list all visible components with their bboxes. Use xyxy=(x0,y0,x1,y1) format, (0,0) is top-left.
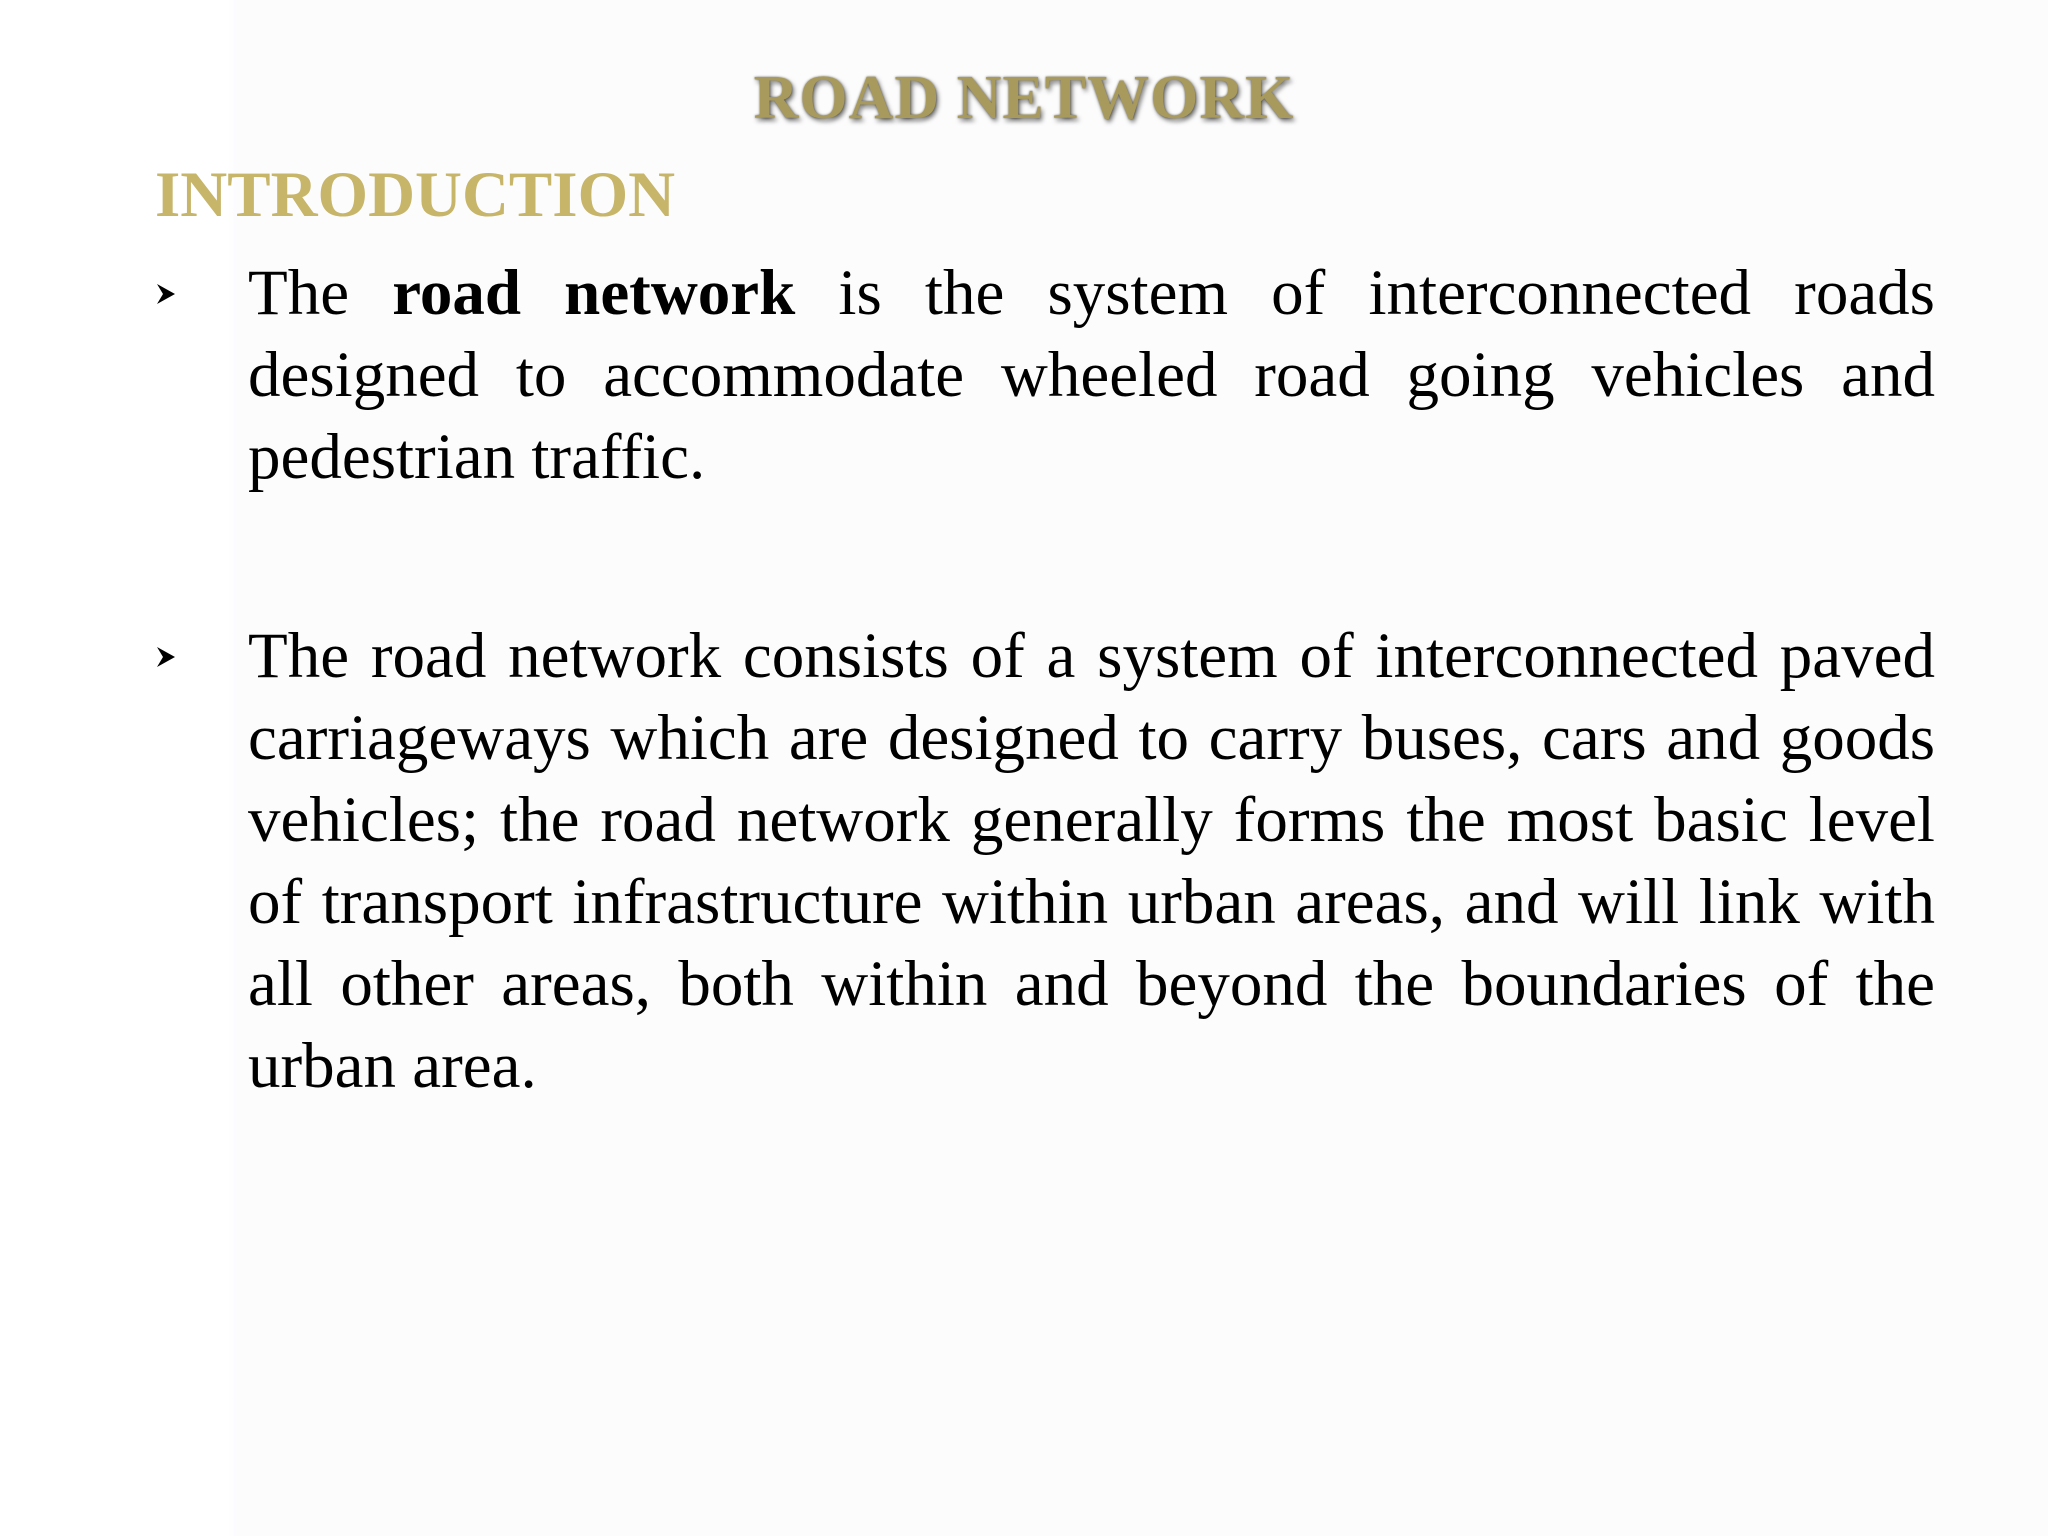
bullet-text-1-lead: The xyxy=(248,257,393,329)
bullet-text-2: The road network consists of a system of interconnected paved carriageways which are designed to carry buses, cars and goods vehicles; the road network generally forms the most basic level of transport infrastructure within urban areas, and will link with all other areas, both within and beyond the boundaries of the urban area. xyxy=(248,620,1935,1102)
arrowhead-bullet-icon xyxy=(155,645,177,669)
bullet-text-1-rest: is the system of interconnected roads designed to accommodate wheeled road going vehicles and pedestrian traffic. xyxy=(248,257,1935,493)
bullet-text-1-term: road network xyxy=(392,257,796,329)
bullet-text-1 xyxy=(248,252,1935,498)
section-heading: INTRODUCTION xyxy=(155,159,676,231)
slide-title: ROAD NETWORK xyxy=(753,64,1295,132)
arrowhead-bullet-icon xyxy=(155,282,177,306)
